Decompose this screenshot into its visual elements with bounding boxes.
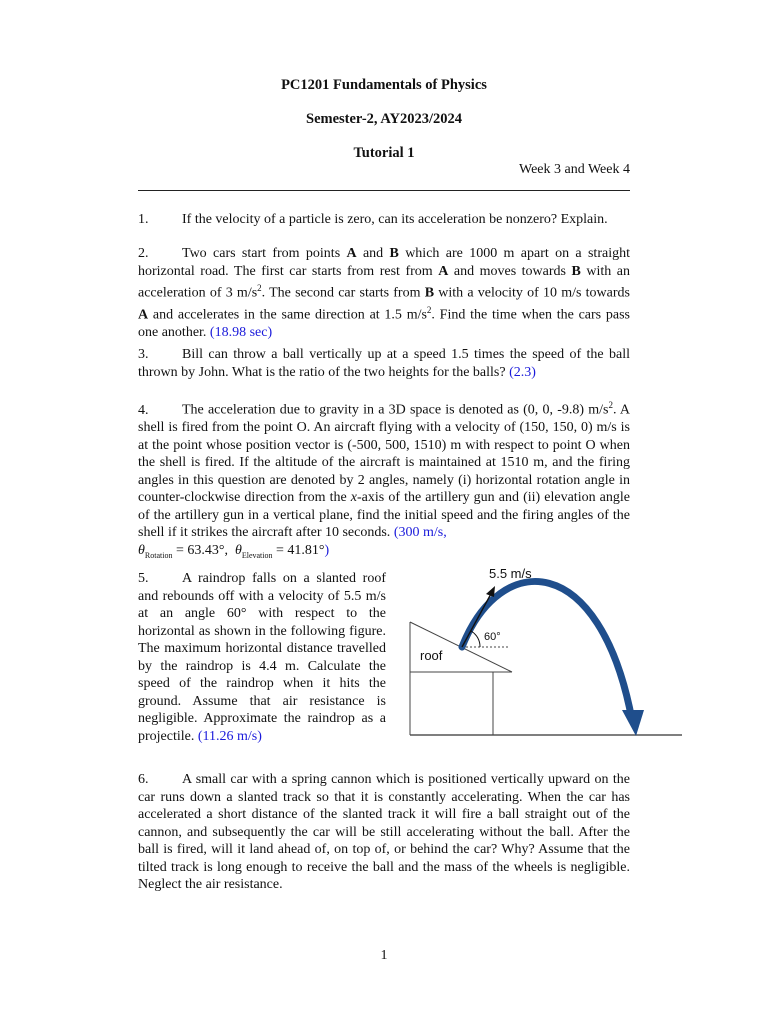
- answer: (2.3): [509, 364, 536, 380]
- elevation-value: = 41.81°: [272, 542, 325, 558]
- q4-text-1: The acceleration due to gravity in a 3D space is denoted as (0, 0, -9.8) m/s: [182, 402, 609, 418]
- exponent: 2: [608, 400, 613, 410]
- rotation-subscript: Rotation: [144, 550, 173, 560]
- angle-arc: [471, 631, 480, 647]
- answer-angles: [138, 543, 329, 558]
- q2-text-2: and: [356, 246, 390, 261]
- point-b-label: B: [571, 263, 581, 279]
- x-axis-label: x: [350, 490, 358, 506]
- q2-text-8: and accelerates in the same direction at 1.5 m/s: [148, 307, 427, 323]
- answer: (18.98 sec): [209, 325, 273, 341]
- weeks-label: Week 3 and Week 4: [518, 162, 630, 177]
- q2-text-1: Two cars start from points: [182, 246, 347, 261]
- velocity-arrowhead: [486, 586, 495, 597]
- question-6: [138, 771, 630, 894]
- question-number: 4.: [138, 402, 149, 418]
- question-1: [138, 211, 630, 229]
- question-number: 3.: [138, 347, 149, 362]
- question-5: [138, 570, 386, 745]
- trajectory-arrowhead: [622, 710, 644, 736]
- point-b-label: B: [389, 246, 399, 261]
- theta-symbol: θ: [138, 542, 145, 558]
- raindrop-diagram: [400, 560, 684, 744]
- semester-title: Semester-2, AY2023/2024: [306, 111, 462, 127]
- point-a-label: A: [438, 263, 449, 279]
- question-text: A small car with a spring cannon which is positioned vertically upward on the car runs down a slanted track so that it is constantly accelerating. When the car has accelerated a short distance of the slanted track it will fire a ball straight out of the cannon, and subsequently the car will be still accelerating without the ball. After the ball is fired, will it land ahead of, on top of, or behind the car? Why? Assume that the tilted track is long enough to receive the ball and the mass of the wheels is negligible. Neglect the air resistance.: [138, 772, 630, 892]
- roof-label: roof: [420, 648, 443, 663]
- page-number: 1: [380, 948, 388, 963]
- q2-text-7: with a velocity of 10 m/s towards: [434, 285, 630, 301]
- q2-text-9: . Find the time when the cars pass one another.: [138, 307, 630, 341]
- point-b-label: B: [424, 285, 435, 301]
- question-number: 1.: [138, 212, 149, 227]
- question-number: 2.: [138, 246, 149, 261]
- trajectory-curve: [462, 581, 632, 720]
- question-text: Bill can throw a ball vertically up at a speed 1.5 times the speed of the ball thrown by John. What is the ratio of the two heights for the balls?: [138, 347, 630, 380]
- header-divider: [138, 190, 630, 191]
- answer-close: ): [324, 542, 330, 558]
- q2-text-3: which are 1000 m apart on a straight horizontal road. The first car starts from rest from: [138, 246, 630, 279]
- q2-text-6: . The second car starts from: [261, 285, 425, 301]
- separator: ,: [224, 542, 228, 558]
- course-title: PC1201 Fundamentals of Physics: [281, 77, 487, 93]
- velocity-label: 5.5 m/s: [489, 566, 532, 581]
- raindrop-figure: [400, 560, 684, 749]
- question-3: [138, 346, 630, 381]
- question-4: [138, 397, 630, 564]
- q4-text-3: -axis of the artillery gun and (ii) elevation angle of the artillery gun in a vertical plane, find the initial speed and the firing angles of the shell if it strikes the aircraft after 10 seconds.: [138, 490, 630, 541]
- q2-text-4: and moves towards: [448, 263, 572, 279]
- theta-symbol: θ: [234, 542, 242, 558]
- q2-text-5: with an acceleration of 3 m/s: [138, 263, 631, 301]
- tutorial-title: Tutorial 1: [353, 145, 415, 161]
- point-a-label: A: [138, 307, 149, 323]
- question-2: [138, 245, 630, 342]
- elevation-subscript: Elevation: [241, 550, 273, 560]
- q4-text-2: . A shell is fired from the point O. An aircraft flying with a velocity of (150, 150, 0) m/s is at the point whose position vector is (-500, 500, 1510) m with respect to point O when the shell is fired. If the altitude of the aircraft is maintained at 1510 m, and the firing angles in this question are denoted by 2 angles, namely (i) horizontal rotation angle in counter-clockwise direction from the: [138, 402, 630, 506]
- question-number: 6.: [138, 772, 149, 787]
- question-number: 5.: [138, 571, 149, 586]
- question-text: If the velocity of a particle is zero, can its acceleration be nonzero? Explain.: [182, 212, 608, 227]
- exponent: 2: [426, 305, 432, 316]
- answer-speed: (300 m/s,: [393, 525, 447, 541]
- exponent: 2: [257, 283, 262, 293]
- rotation-value: = 63.43°: [172, 542, 225, 558]
- angle-label: 60°: [484, 631, 501, 643]
- point-a-label: A: [346, 246, 357, 261]
- question-text: A raindrop falls on a slanted roof and rebounds off with a velocity of 5.5 m/s at an angle 60° with respect to the horizontal as shown in the following figure. The maximum horizontal distance travelled by the raindrop is 4.4 m. Calculate the speed of the raindrop when it hits the ground. Assume that air resistance is negligible. Approximate the raindrop as a projectile.: [138, 571, 386, 744]
- answer: (11.26 m/s): [197, 728, 262, 744]
